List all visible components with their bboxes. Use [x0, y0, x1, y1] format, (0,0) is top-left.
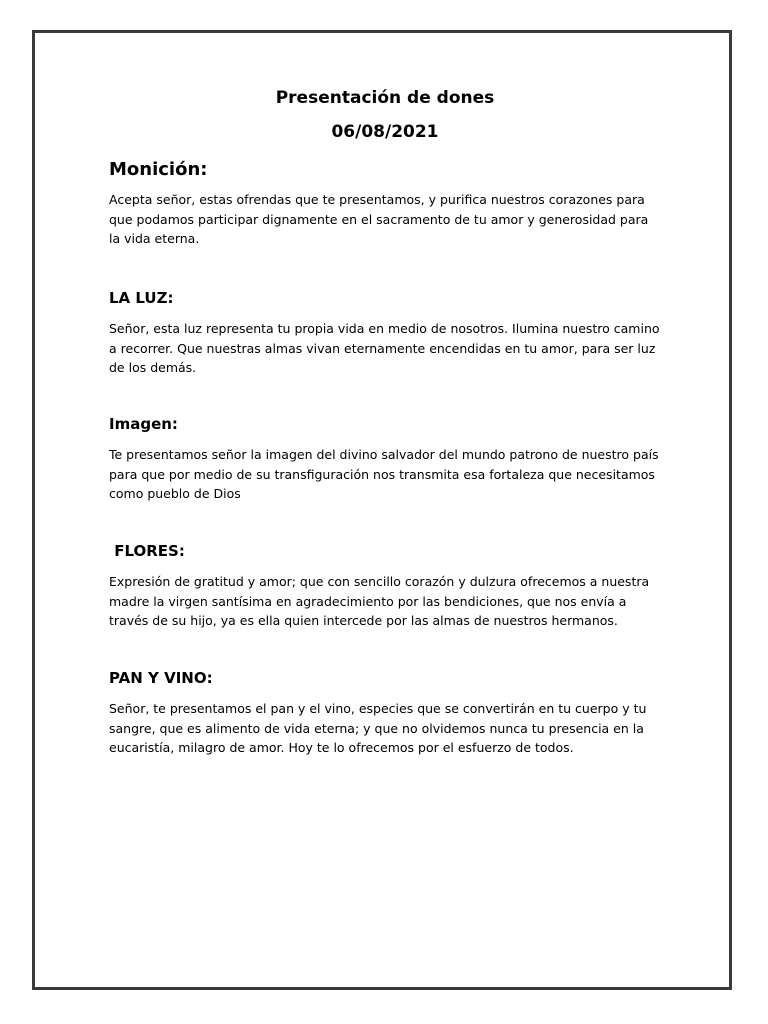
document-body: [109, 86, 661, 755]
section-text: Acepta señor, estas ofrendas que te presentamos, y purifica nuestros corazones para que podamos participar dignamente en el sacramento de tu amor y generosidad para la vida eterna.: [109, 192, 649, 246]
document-date: 06/08/2021: [331, 122, 439, 142]
section-text: Expresión de gratitud y amor; que con sencillo corazón y dulzura ofrecemos a nuestra madre la virgen santísima en agradecimiento por las bendiciones, que nos envía a través de su hijo, ya es ella quien intercede por las almas de nuestros hermanos.: [109, 574, 650, 628]
section-heading: PAN Y VINO:: [109, 669, 213, 687]
document-title: Presentación de dones: [275, 88, 495, 108]
section-imagen: [109, 414, 661, 504]
section-text: Te presentamos señor la imagen del divino salvador del mundo patrono de nuestro país para que por medio de su transfiguración nos transmita esa fortaleza que necesitamos como pueblo de Dios: [109, 447, 659, 501]
section-heading: LA LUZ:: [109, 289, 174, 307]
section-text: Señor, te presentamos el pan y el vino, especies que se convertirán en tu cuerpo y tu sangre, que es alimento de vida eterna; y que no olvidemos nunca tu presencia en la eucaristía, milagro de amor. Hoy te lo ofrecemos por el esfuerzo de todos.: [109, 701, 647, 755]
section-flores: [109, 541, 661, 631]
section-heading: Imagen:: [109, 415, 178, 433]
section-heading: FLORES:: [109, 542, 185, 560]
section-monicion: [109, 158, 661, 249]
section-pan-y-vino: [109, 668, 661, 758]
section-la-luz: [109, 288, 661, 378]
section-heading: Monición:: [109, 159, 208, 180]
section-text: Señor, esta luz representa tu propia vida en medio de nosotros. Ilumina nuestro camino a recorrer. Que nuestras almas vivan eternamente encendidas en tu amor, para ser luz de los demás.: [109, 321, 660, 375]
